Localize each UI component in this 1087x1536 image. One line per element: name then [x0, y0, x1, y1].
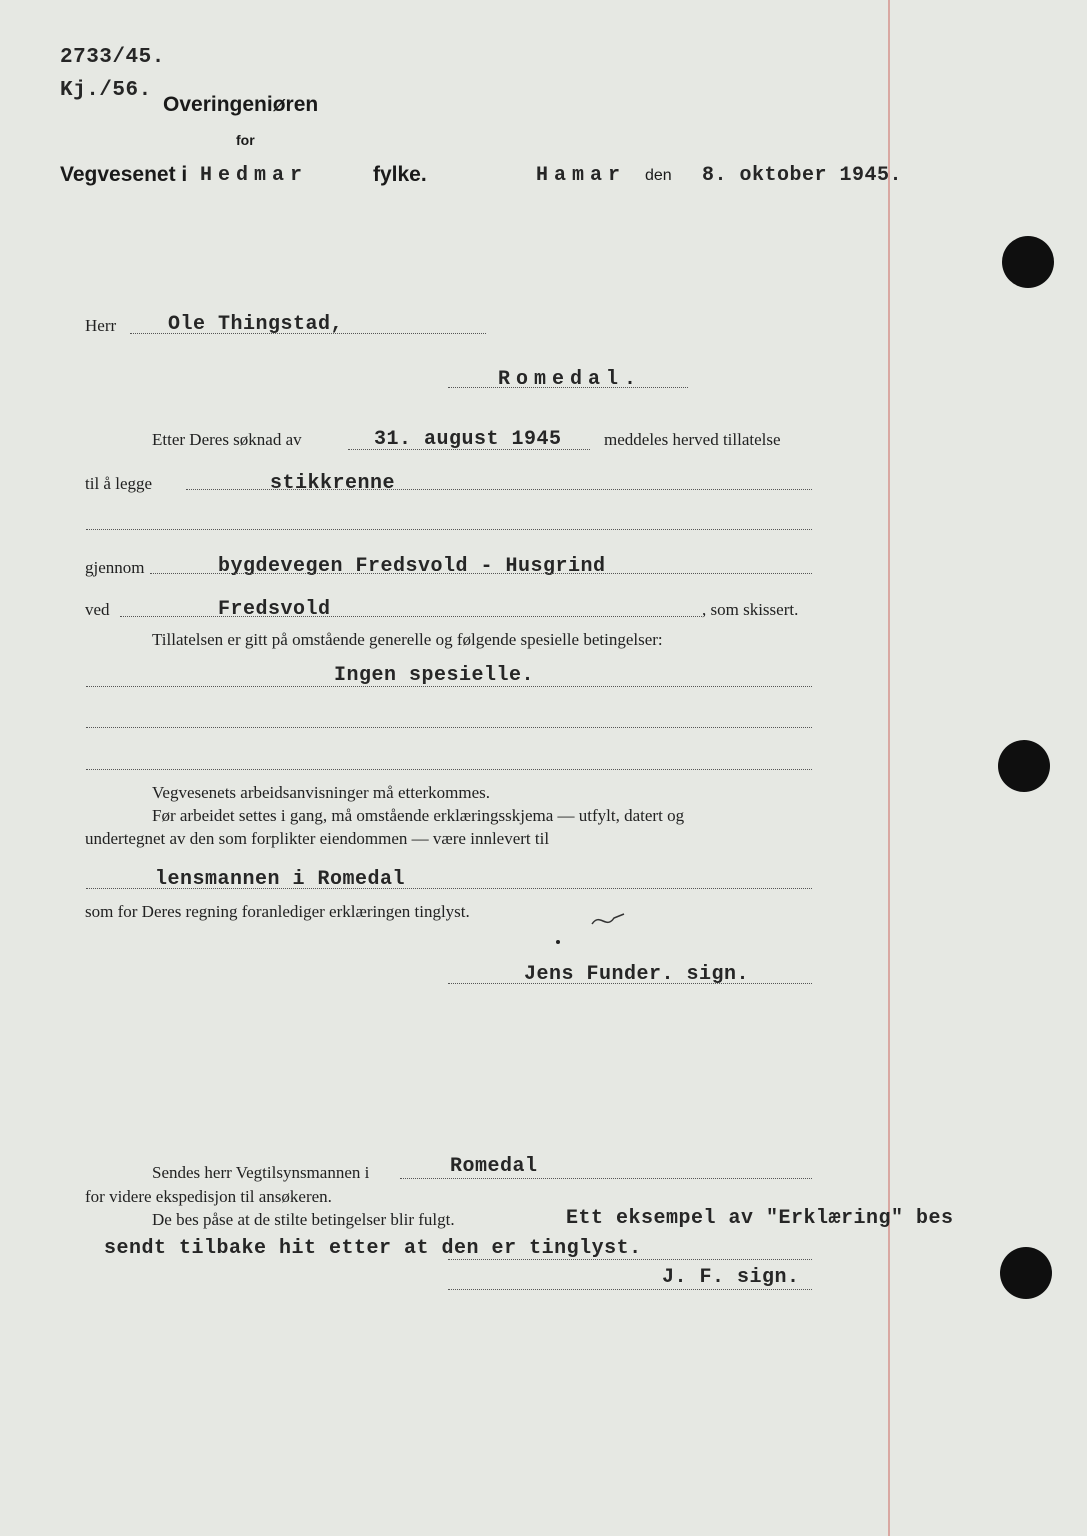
forwarding-label: Sendes herr Vegtilsynsmannen i [152, 1163, 370, 1182]
punch-hole [998, 740, 1050, 792]
addressee-town: Romedal. [498, 368, 643, 391]
dotted-line [448, 387, 688, 388]
dotted-line [86, 686, 812, 687]
dotted-line [400, 1178, 812, 1179]
dotted-line [348, 449, 590, 450]
dotted-line [86, 769, 812, 770]
application-label: Etter Deres søknad av [152, 430, 302, 449]
dotted-line [448, 1259, 812, 1260]
dotted-line [448, 1289, 812, 1290]
instruction-line: undertegnet av den som forplikter eiendommen — være innlevert til [85, 829, 550, 848]
typed-note: Ett eksempel av "Erklæring" bes [566, 1207, 954, 1230]
sketch-note: , som skissert. [702, 600, 799, 619]
signature: Jens Funder. sign. [524, 963, 750, 986]
location-name: Fredsvold [218, 598, 331, 621]
special-conditions: Ingen spesielle. [334, 664, 535, 687]
margin-line [888, 0, 890, 1536]
dotted-line [86, 888, 812, 889]
forwarding-line: De bes påse at de stilte betingelser blir fulgt. [152, 1210, 455, 1229]
permitted-object: stikkrenne [270, 472, 396, 495]
ink-dot [556, 940, 560, 944]
department-suffix: fylke. [373, 163, 427, 186]
letter-date: 8. oktober 1945. [702, 164, 903, 187]
instruction-line: Før arbeidet settes i gang, må omstående erklæringsskjema — utfylt, datert og [152, 806, 685, 825]
instruction-line: som for Deres regning foranlediger erklæringen tinglyst. [85, 902, 470, 921]
initial-mark [588, 908, 628, 932]
department-prefix: Vegvesenet i [60, 163, 188, 186]
object-label: til å legge [85, 474, 153, 493]
office-for: for [236, 132, 255, 148]
dotted-line [120, 616, 702, 617]
date-prefix: den [645, 167, 672, 184]
punch-hole [1000, 1247, 1052, 1299]
dotted-line [186, 489, 812, 490]
addressee-name: Ole Thingstad, [168, 313, 344, 336]
instruction-line: Vegvesenets arbeidsanvisninger må etterkommes. [152, 783, 491, 802]
permission-label: meddeles herved tillatelse [604, 430, 781, 449]
road-label: gjennom [85, 558, 145, 577]
application-date: 31. august 1945 [374, 428, 562, 451]
dotted-line [86, 727, 812, 728]
location-label: ved [85, 600, 110, 619]
initials-signature: J. F. sign. [662, 1266, 800, 1289]
punch-hole [1002, 236, 1054, 288]
typed-note: sendt tilbake hit etter at den er tinglyst. [104, 1237, 642, 1260]
recipient-authority: lensmannen i Romedal [155, 868, 406, 891]
dotted-line [130, 333, 486, 334]
office-title: Overingeniøren [163, 93, 319, 116]
county-name: Hedmar [200, 164, 309, 187]
dotted-line [448, 983, 812, 984]
dotted-line [86, 529, 812, 530]
forwarding-line: for videre ekspedisjon til ansøkeren. [85, 1187, 332, 1206]
salutation: Herr [85, 316, 117, 335]
case-reference: Kj./56. [60, 79, 152, 102]
conditions-intro: Tillatelsen er gitt på omstående generelle og følgende spesielle betingelser: [152, 630, 663, 649]
road-name: bygdevegen Fredsvold - Husgrind [218, 555, 606, 578]
district-name: Romedal [450, 1155, 538, 1178]
reference-number: 2733/45. [60, 46, 165, 69]
dotted-line [150, 573, 812, 574]
place-name: Hamar [536, 164, 627, 187]
